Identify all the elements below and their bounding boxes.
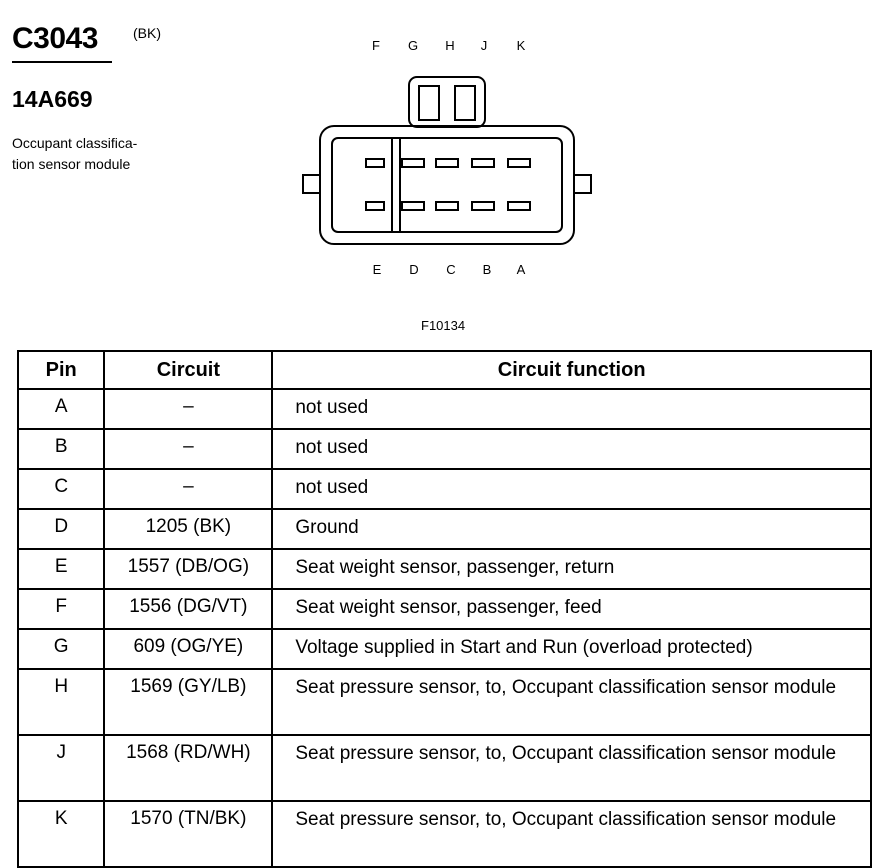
- connector-id-underline: [12, 61, 112, 63]
- connector-color: (BK): [133, 25, 161, 41]
- cell-function: Seat weight sensor, passenger, feed: [272, 589, 871, 629]
- cell-pin: D: [18, 509, 104, 549]
- pin-label-bottom: C: [446, 262, 456, 277]
- cell-circuit: 1570 (TN/BK): [104, 801, 272, 867]
- cell-function: Seat pressure sensor, to, Occupant classification sensor module: [272, 735, 871, 801]
- cell-function: not used: [272, 389, 871, 429]
- cell-pin: H: [18, 669, 104, 735]
- cell-pin: B: [18, 429, 104, 469]
- cell-circuit: 1205 (BK): [104, 509, 272, 549]
- cell-circuit: –: [104, 389, 272, 429]
- pin-table: [17, 350, 872, 868]
- cell-circuit: 1568 (RD/WH): [104, 735, 272, 801]
- table-row: [18, 429, 871, 469]
- header-function: Circuit function: [272, 351, 871, 389]
- cell-function: not used: [272, 429, 871, 469]
- pin-label-top: G: [407, 38, 419, 53]
- cell-pin: F: [18, 589, 104, 629]
- cavity: [472, 159, 494, 167]
- table-row: [18, 469, 871, 509]
- cavity: [436, 159, 458, 167]
- cell-pin: K: [18, 801, 104, 867]
- pin-label-top: H: [445, 38, 455, 53]
- table-row: [18, 549, 871, 589]
- cavity: [402, 202, 424, 210]
- table-row: [18, 589, 871, 629]
- latch-slot-right: [455, 86, 475, 120]
- module-description: Occupant classifica- tion sensor module: [12, 135, 138, 172]
- table-row: [18, 389, 871, 429]
- cell-function: not used: [272, 469, 871, 509]
- latch-slot-left: [419, 86, 439, 120]
- connector-shell-outer: [320, 126, 574, 244]
- cell-function: Ground: [272, 509, 871, 549]
- cavity: [472, 202, 494, 210]
- header-circuit: Circuit: [104, 351, 272, 389]
- header-pin: Pin: [18, 351, 104, 389]
- cell-circuit: –: [104, 469, 272, 509]
- cavity: [508, 159, 530, 167]
- cavity: [366, 159, 384, 167]
- cell-circuit: –: [104, 429, 272, 469]
- cell-circuit: 1569 (GY/LB): [104, 669, 272, 735]
- table-header-row: [18, 351, 871, 389]
- cavity: [366, 202, 384, 210]
- pin-label-top: J: [480, 38, 488, 53]
- table-row: [18, 735, 871, 801]
- cell-function: Seat pressure sensor, to, Occupant classification sensor module: [272, 669, 871, 735]
- table-row: [18, 801, 871, 867]
- table-row: [18, 509, 871, 549]
- cell-circuit: 1557 (DB/OG): [104, 549, 272, 589]
- pin-label-bottom: A: [516, 262, 526, 277]
- cavity: [436, 202, 458, 210]
- connector-shell-inner: [332, 138, 562, 232]
- side-tab-right: [574, 175, 591, 193]
- cavity: [402, 159, 424, 167]
- pin-label-bottom: B: [482, 262, 492, 277]
- table-row: [18, 629, 871, 669]
- cell-function: Seat weight sensor, passenger, return: [272, 549, 871, 589]
- pin-label-bottom: E: [372, 262, 382, 277]
- cell-pin: J: [18, 735, 104, 801]
- figure-id: F10134: [421, 318, 466, 333]
- cell-circuit: 1556 (DG/VT): [104, 589, 272, 629]
- connector-id: C3043: [12, 22, 98, 55]
- pin-label-bottom: D: [409, 262, 419, 277]
- cell-pin: E: [18, 549, 104, 589]
- cell-circuit: 609 (OG/YE): [104, 629, 272, 669]
- connector-face-diagram: [290, 28, 610, 288]
- side-tab-left: [303, 175, 320, 193]
- cell-pin: G: [18, 629, 104, 669]
- cell-pin: C: [18, 469, 104, 509]
- cell-function: Seat pressure sensor, to, Occupant classification sensor module: [272, 801, 871, 867]
- cell-pin: A: [18, 389, 104, 429]
- pin-label-top: K: [516, 38, 526, 53]
- pin-label-top: F: [372, 38, 380, 53]
- cavity: [508, 202, 530, 210]
- cell-function: Voltage supplied in Start and Run (overload protected): [272, 629, 871, 669]
- table-row: [18, 669, 871, 735]
- part-number: 14A669: [12, 86, 93, 112]
